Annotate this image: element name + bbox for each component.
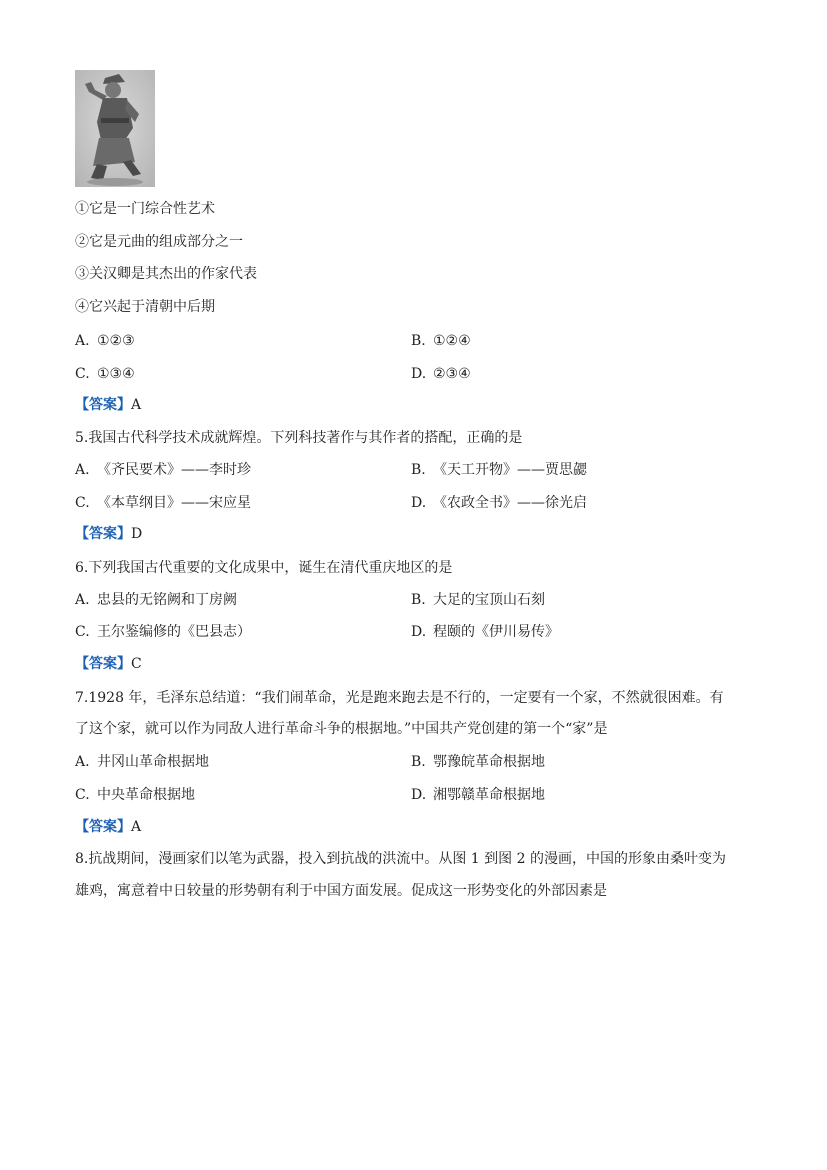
figurine-photo (75, 70, 155, 187)
q7-option-d[interactable] (411, 785, 545, 805)
option-letter: C. (75, 366, 90, 382)
option-letter: C. (75, 495, 90, 511)
q6-stem: 6.下列我国古代重要的文化成果中，诞生在清代重庆地区的是 (75, 560, 453, 576)
option-letter: A. (75, 462, 90, 478)
option-letter: D. (411, 624, 427, 640)
q5-stem: 5.我国古代科学技术成就辉煌。下列科技著作与其作者的搭配，正确的是 (75, 430, 523, 446)
option-text: ②③④ (433, 366, 471, 382)
option-letter: D. (411, 787, 427, 803)
statement-4: ④它兴起于清朝中后期 (75, 299, 215, 315)
q6-option-a[interactable] (75, 590, 237, 610)
q6-option-b[interactable] (411, 590, 545, 610)
statement-1: ①它是一门综合性艺术 (75, 201, 215, 217)
q4-option-d[interactable] (411, 364, 471, 384)
option-text: ①②④ (433, 333, 471, 349)
q8-stem-line2: 雄鸡，寓意着中日较量的形势朝有利于中国方面发展。促成这一形势变化的外部因素是 (75, 883, 607, 899)
option-letter: A. (75, 592, 90, 608)
option-text: 《齐民要术》——李时珍 (97, 462, 251, 478)
q7-option-a[interactable] (75, 752, 209, 772)
answer-value: A (131, 397, 142, 413)
option-letter: A. (75, 754, 90, 770)
option-text: 大足的宝顶山石刻 (433, 592, 545, 608)
q5-option-b[interactable] (411, 460, 587, 480)
option-text: 《农政全书》——徐光启 (433, 495, 587, 511)
option-letter: B. (411, 333, 426, 349)
option-text: 王尔鉴编修的《巴县志） (97, 624, 251, 640)
q8-stem-line1: 8.抗战期间，漫画家们以笔为武器，投入到抗战的洪流中。从图 1 到图 2 的漫画，中国的形象由桑叶变为 (75, 851, 726, 867)
answer-tag: 【答案】 (75, 526, 131, 542)
option-text: 程颐的《伊川易传》 (433, 624, 559, 640)
option-letter: B. (411, 754, 426, 770)
option-letter: C. (75, 787, 90, 803)
q5-option-d[interactable] (411, 493, 587, 513)
q6-option-c[interactable] (75, 622, 251, 642)
option-text: 井冈山革命根据地 (97, 754, 209, 770)
figurine-image (75, 70, 155, 187)
q7-answer (75, 817, 141, 837)
answer-tag: 【答案】 (75, 656, 131, 672)
option-text: 忠县的无铭阙和丁房阙 (97, 592, 237, 608)
option-text: 湘鄂赣革命根据地 (433, 787, 545, 803)
q4-option-a[interactable] (75, 331, 135, 351)
statement-2: ②它是元曲的组成部分之一 (75, 234, 243, 250)
q6-option-d[interactable] (411, 622, 559, 642)
option-letter: D. (411, 495, 427, 511)
option-text: 《本草纲目》——宋应星 (97, 495, 251, 511)
option-text: 鄂豫皖革命根据地 (433, 754, 545, 770)
q7-option-c[interactable] (75, 785, 195, 805)
option-letter: B. (411, 592, 426, 608)
option-text: 中央革命根据地 (97, 787, 195, 803)
statement-3: ③关汉卿是其杰出的作家代表 (75, 266, 257, 282)
option-letter: C. (75, 624, 90, 640)
answer-value: D (131, 526, 143, 542)
q5-answer (75, 524, 142, 544)
answer-value: C (131, 656, 142, 672)
option-letter: D. (411, 366, 427, 382)
option-text: ①②③ (97, 333, 135, 349)
option-letter: A. (75, 333, 90, 349)
q7-option-b[interactable] (411, 752, 545, 772)
q5-option-a[interactable] (75, 460, 251, 480)
q6-answer (75, 654, 142, 674)
q4-option-b[interactable] (411, 331, 471, 351)
answer-tag: 【答案】 (75, 397, 131, 413)
q4-option-c[interactable] (75, 364, 135, 384)
q7-stem-line1: 7.1928 年，毛泽东总结道：“我们闹革命，光是跑来跑去是不行的，一定要有一个家，不然就很困难。有 (75, 690, 724, 706)
answer-value: A (131, 819, 142, 835)
q4-answer (75, 395, 141, 415)
q5-option-c[interactable] (75, 493, 251, 513)
answer-tag: 【答案】 (75, 819, 131, 835)
option-text: 《天工开物》——贾思勰 (433, 462, 587, 478)
option-text: ①③④ (97, 366, 135, 382)
option-letter: B. (411, 462, 426, 478)
q7-stem-line2: 了这个家，就可以作为同敌人进行革命斗争的根据地。”中国共产党创建的第一个“家”是 (75, 721, 608, 737)
